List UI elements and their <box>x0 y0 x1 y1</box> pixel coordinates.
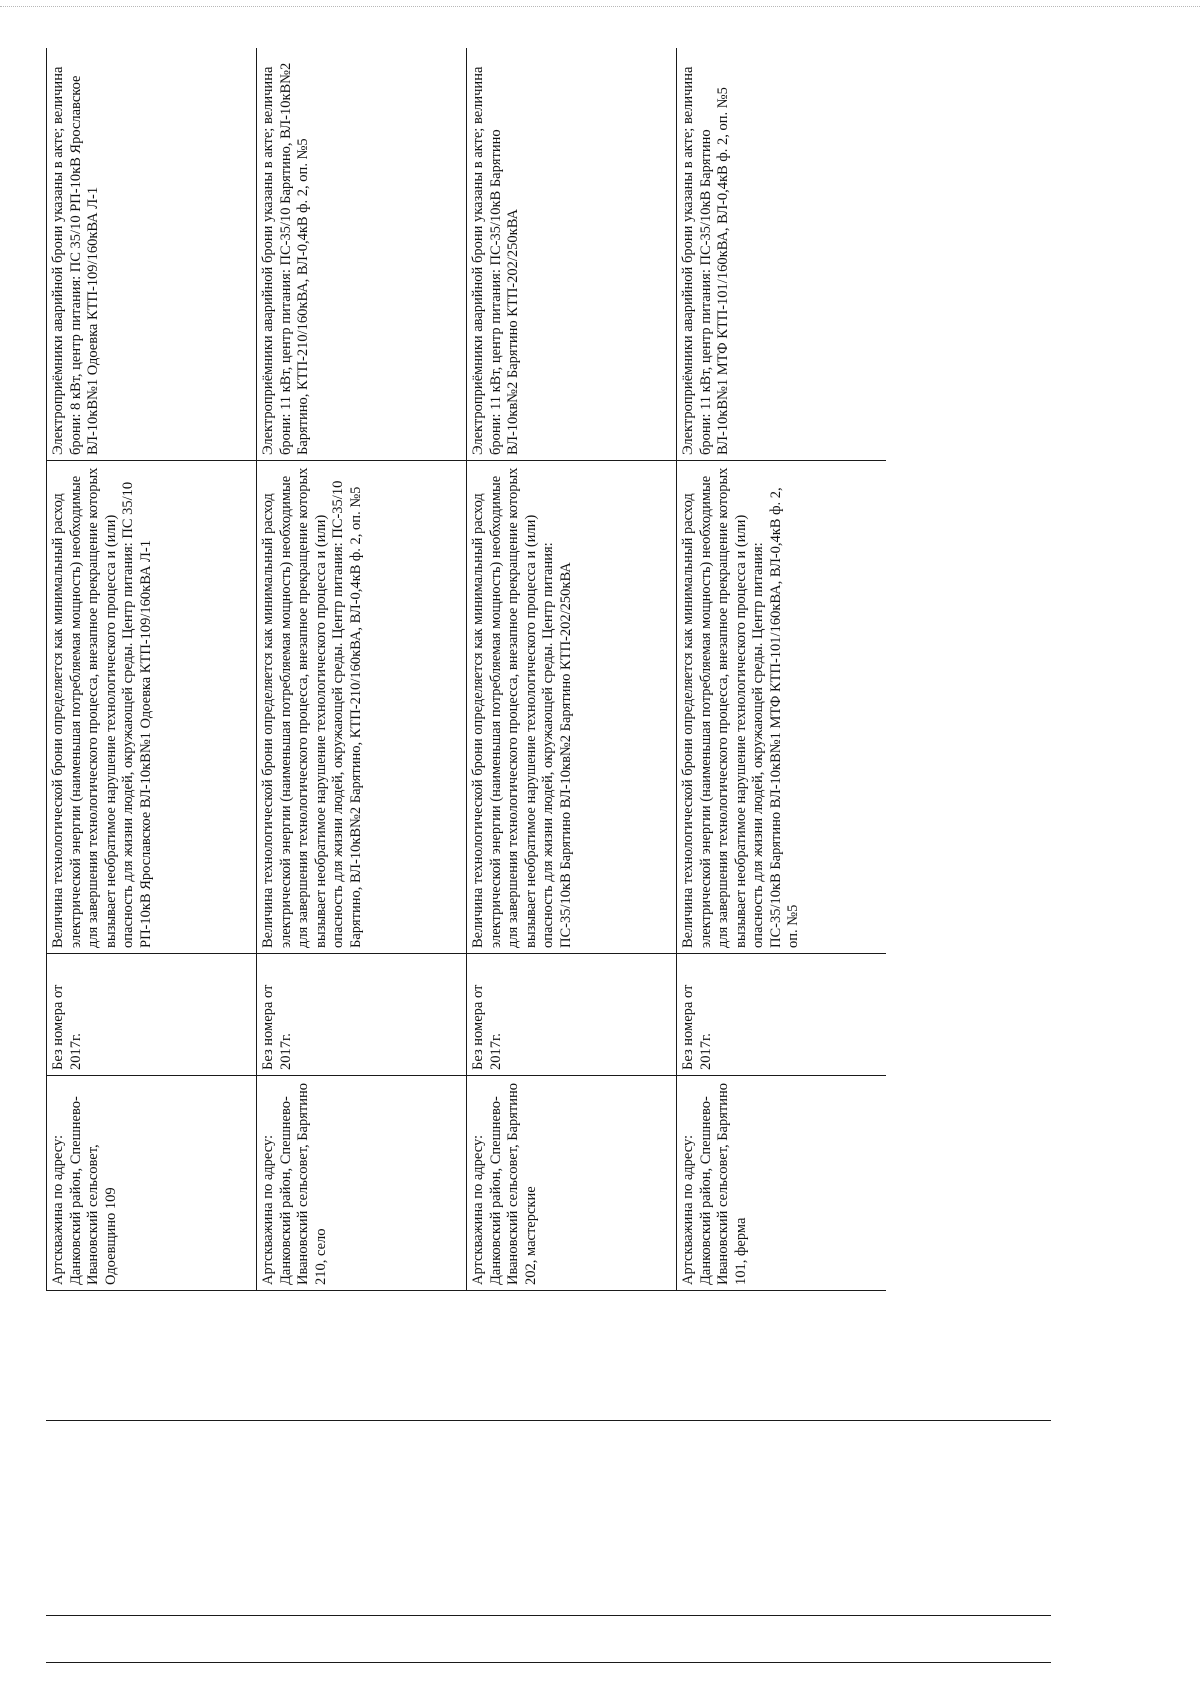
emergency-reserve-cell: Электроприёмники аварийной брони указаны в акте; величина брони: 11 кВт, центр питания: ПС-35/10 Барятино, ВЛ-10кВ№2 Барятино, КТП-210/160кВА, ВЛ-0,4кВ ф. 2, оп. №5 <box>257 48 467 461</box>
object-cell: Артскважина по адресу: Данковский район, Спешнево-Ивановский сельсовет, Барятино 210, село <box>257 1076 467 1291</box>
table-row <box>467 48 677 1291</box>
reserve-table <box>46 48 886 1291</box>
emergency-reserve-cell: Электроприёмники аварийной брони указаны в акте; величина брони: 8 кВт, центр питания: ПС 35/10 РП-10кВ Ярославское ВЛ-10кВ№1 Одоевка КТП-109/160кВА Л-1 <box>47 48 257 461</box>
table-row <box>677 48 887 1291</box>
emergency-reserve-cell: Электроприёмники аварийной брони указаны в акте; величина брони: 11 кВт, центр питания: ПС-35/10кВ Барятино ВЛ-10кв№2 Барятино КТП-202/250кВА <box>467 48 677 461</box>
table-row <box>257 48 467 1291</box>
rotated-table-content <box>46 48 886 1291</box>
blank-rule-line <box>46 1662 1051 1663</box>
act-cell: Без номера от 2017г. <box>467 954 677 1076</box>
scan-edge <box>0 6 1200 7</box>
blank-rule-line <box>46 1615 1051 1616</box>
object-cell: Артскважина по адресу: Данковский район, Спешнево-Ивановский сельсовет, Барятино 202, мастерские <box>467 1076 677 1291</box>
object-cell: Артскважина по адресу: Данковский район, Спешнево-Ивановский сельсовет, Барятино 101, ферма <box>677 1076 887 1291</box>
tech-reserve-cell: Величина технологической брони определяется как минимальный расход электрической энергии (наименьшая потребляемая мощность) необходимые для завершения технологического процесса, внезапное прекращение которых вызывает необратимое нарушение технологического процесса и (или) опасность для жизни людей, окружающей среды. Центр питания: ПС-35/10кВ Барятино ВЛ-10кВ№1 МТФ КТП-101/160кВА, ВЛ-0,4кВ ф. 2, оп. №5 <box>677 461 887 954</box>
tech-reserve-cell: Величина технологической брони определяется как минимальный расход электрической энергии (наименьшая потребляемая мощность) необходимые для завершения технологического процесса, внезапное прекращение которых вызывает необратимое нарушение технологического процесса и (или) опасность для жизни людей, окружающей среды. Центр питания: ПС-35/10 Барятино, ВЛ-10кВ№2 Барятино, КТП-210/160кВА, ВЛ-0,4кВ ф. 2, оп. №5 <box>257 461 467 954</box>
emergency-reserve-cell: Электроприёмники аварийной брони указаны в акте; величина брони: 11 кВт, центр питания: ПС-35/10кВ Барятино ВЛ-10кВ№1 МТФ КТП-101/160кВА, ВЛ-0,4кВ ф. 2, оп. №5 <box>677 48 887 461</box>
rotated-table-frame <box>46 48 886 1291</box>
tech-reserve-cell: Величина технологической брони определяется как минимальный расход электрической энергии (наименьшая потребляемая мощность) необходимые для завершения технологического процесса, внезапное прекращение которых вызывает необратимое нарушение технологического процесса и (или) опасность для жизни людей, окружающей среды. Центр питания: ПС 35/10 РП-10кВ Ярославское ВЛ-10кВ№1 Одоевка КТП-109/160кВА Л-1 <box>47 461 257 954</box>
act-cell: Без номера от 2017г. <box>677 954 887 1076</box>
act-cell: Без номера от 2017г. <box>257 954 467 1076</box>
act-cell: Без номера от 2017г. <box>47 954 257 1076</box>
tech-reserve-cell: Величина технологической брони определяется как минимальный расход электрической энергии (наименьшая потребляемая мощность) необходимые для завершения технологического процесса, внезапное прекращение которых вызывает необратимое нарушение технологического процесса и (или) опасность для жизни людей, окружающей среды. Центр питания: ПС-35/10кВ Барятино ВЛ-10кв№2 Барятино КТП-202/250кВА <box>467 461 677 954</box>
blank-rule-line <box>46 1420 1051 1421</box>
table-row <box>47 48 257 1291</box>
object-cell: Артскважина по адресу: Данковский район, Спешнево-Ивановский сельсовет, Одоевщино 109 <box>47 1076 257 1291</box>
